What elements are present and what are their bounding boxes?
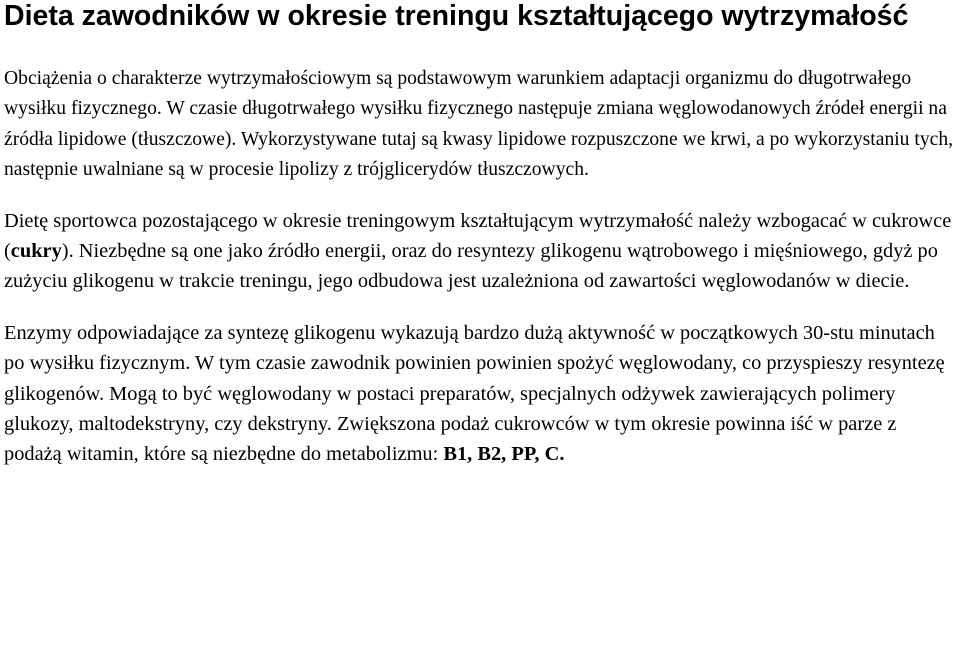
bold-vitamins-list: B1, B2, PP, C. — [443, 443, 565, 466]
page-title: Dieta zawodników w okresie treningu kształtującego wytrzymałość — [4, 0, 909, 32]
paragraph-endurance-adaptation — [4, 64, 959, 186]
bold-term-sugars: cukry — [10, 240, 62, 263]
paragraph-text-after: ). Niezbędne są one jako źródło energii, oraz do resyntezy glikogenu wątrobowego i mięśniowego, gdyż po zużyciu glikogenu w trakcie treningu, jego odbudowa jest uzależniona od zawartości węglowodanów w diecie. — [4, 240, 938, 293]
paragraph-text-before: Enzymy odpowiadające za syntezę glikogenu wykazują bardzo dużą aktywność w początkowych 30-stu minutach po wysiłku fizycznym. W tym czasie zawodnik powinien powinien spożyć węglowodany, co przyspieszy resyntezę glikogenów. Mogą to być węglowodany w postaci preparatów, specjalnych odżywek zawierających polimery glukozy, maltodekstryny, czy dekstryny. Zwiększona podaż cukrowców w tym okresie powinna iść w parze z podażą witamin, które są niezbędne do metabolizmu: — [4, 321, 945, 466]
paragraph-glycogen-enzymes — [4, 318, 959, 470]
paragraph-carbohydrates — [4, 206, 959, 297]
paragraph-text: Obciążenia o charakterze wytrzymałościowym są podstawowym warunkiem adaptacji organizmu do długotrwałego wysiłku fizycznego. W czasie długotrwałego wysiłku fizycznego następuje zmiana węglowodanowych źródeł energii na źródła lipidowe (tłuszczowe). Wykorzystywane tutaj są kwasy lipidowe rozpuszczone we krwi, a po wykorzystaniu tych, następnie uwalniane są w procesie lipolizy z trójglicerydów tłuszczowych. — [4, 68, 954, 181]
paragraph-text-before: Dietę sportowca pozostającego w okresie treningowym kształtującym wytrzymałość należy wzbogacać w cukrowce ( — [4, 209, 952, 263]
